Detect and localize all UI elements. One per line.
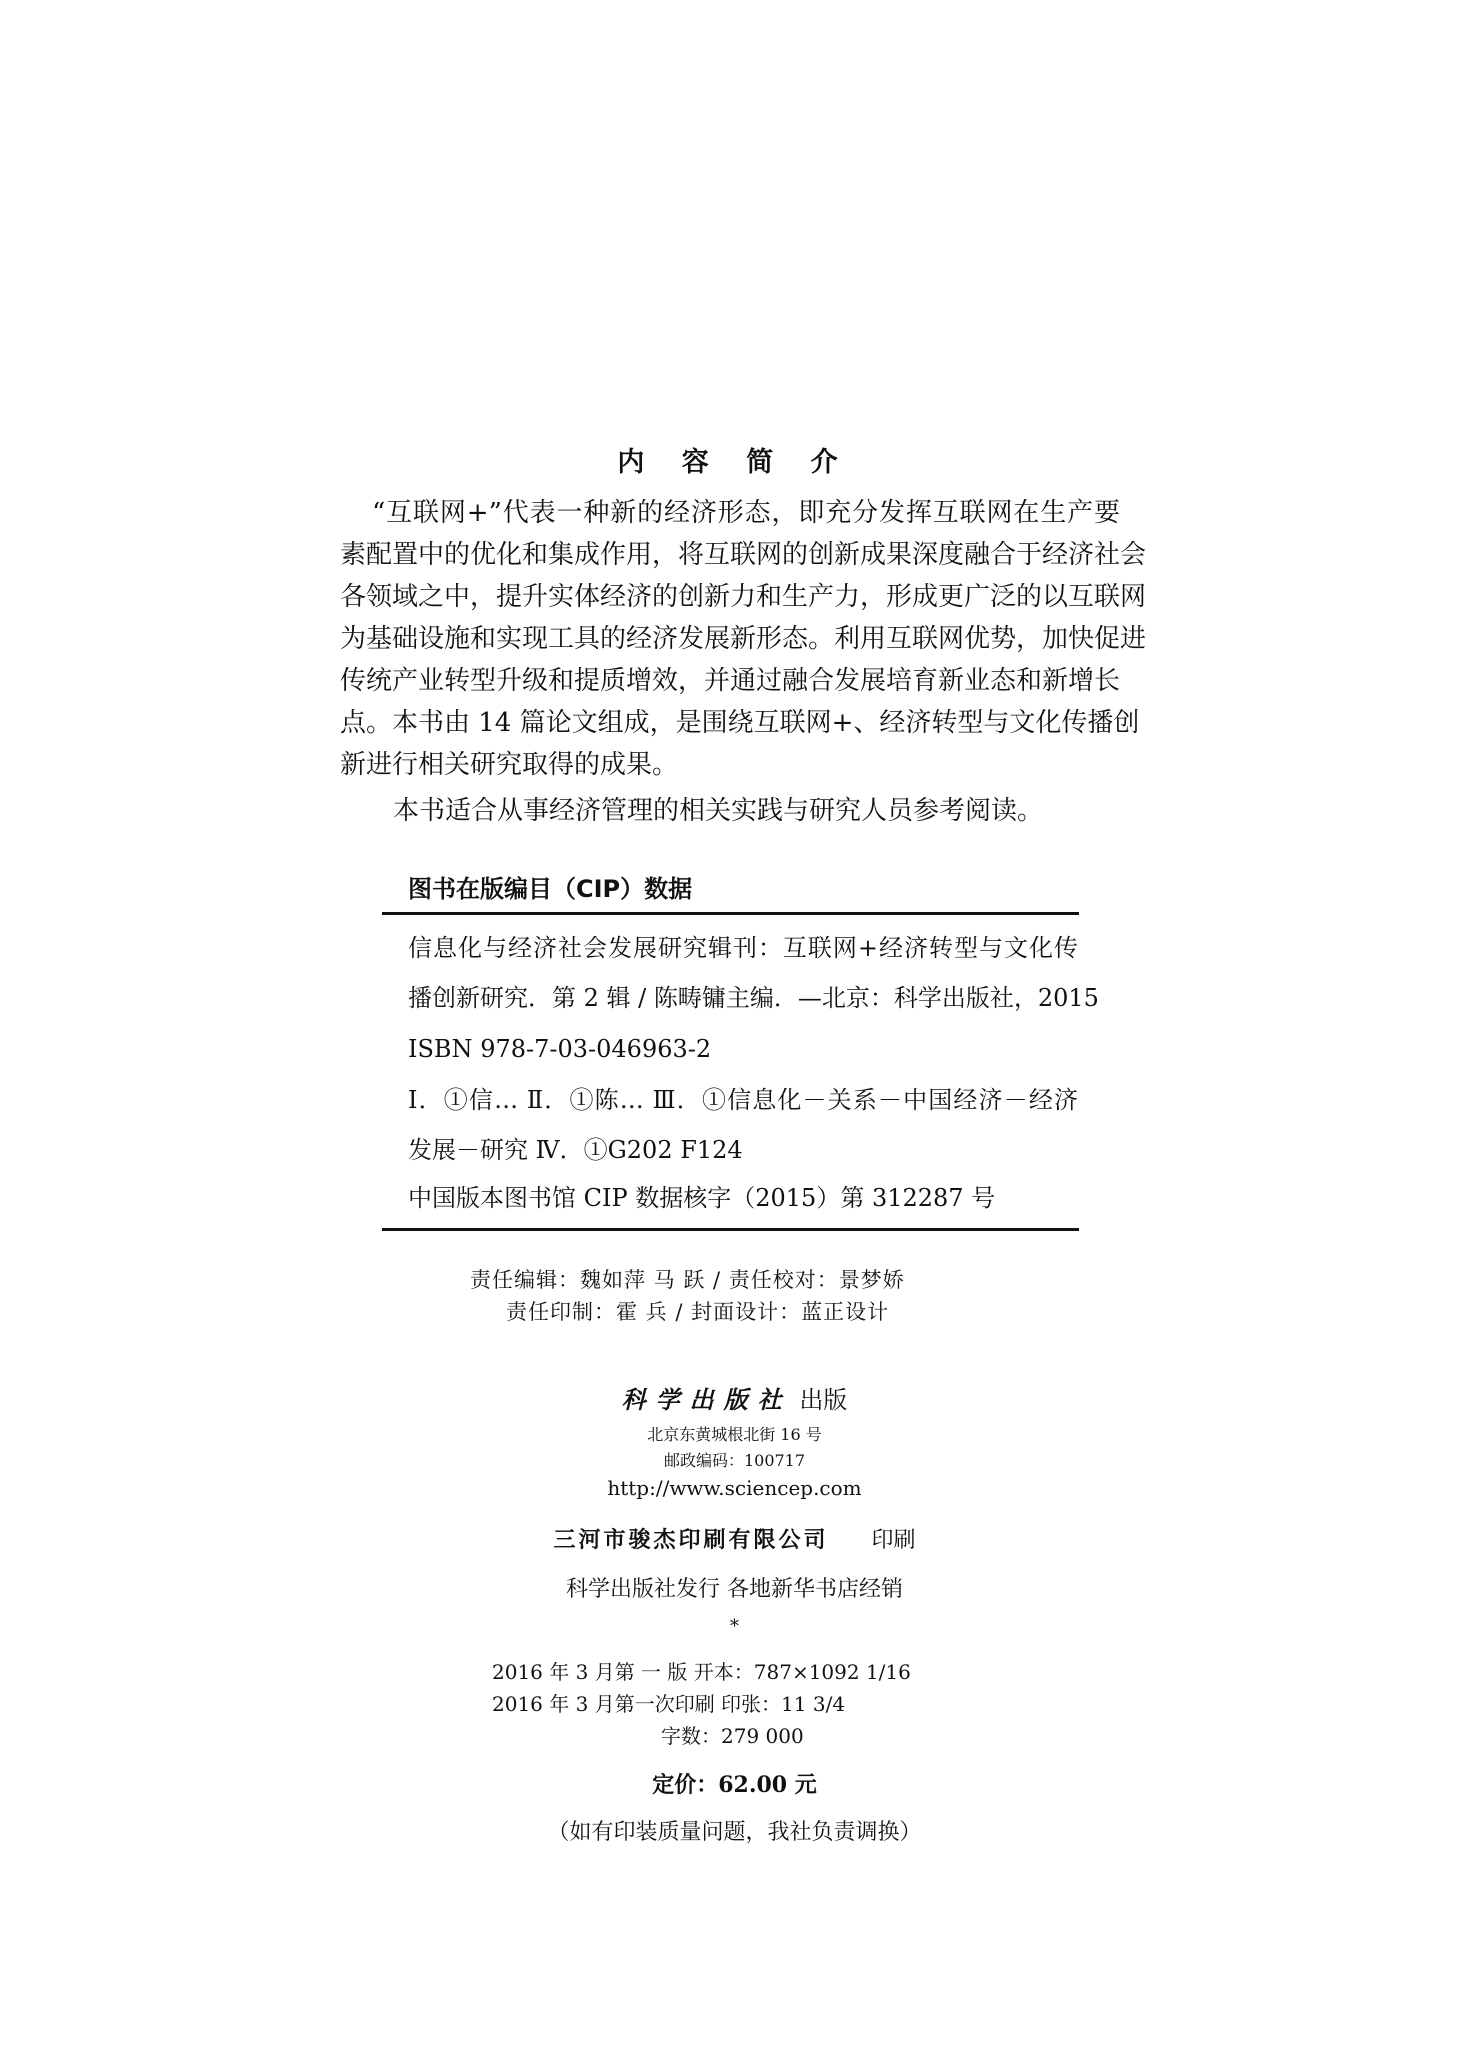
intro-paragraph-line: 新进行相关研究取得的成果。 <box>340 750 679 780</box>
intro-title: 内 容 简 介 <box>617 447 852 478</box>
intro-paragraph-line: 素配置中的优化和集成作用，将互联网的创新成果深度融合于经济社会 <box>340 540 1147 570</box>
production-credit: 责任印制：霍 兵 / 封面设计：蓝正设计 <box>506 1300 890 1324</box>
separator-asterisk: * <box>730 1616 739 1637</box>
intro-paragraph-line: 点。本书由 14 篇论文组成，是围绕互联网+、经济转型与文化传播创 <box>340 708 1140 738</box>
printing-spec: 2016 年 3 月第一次印刷 印张：11 3/4 <box>492 1692 846 1716</box>
publisher-name: 科学出版社 <box>621 1385 792 1414</box>
cip-line: 信息化与经济社会发展研究辑刊：互联网+经济转型与文化传 <box>408 934 1078 962</box>
edition-spec: 2016 年 3 月第 一 版 开本：787×1092 1/16 <box>492 1660 911 1684</box>
printer-line <box>0 1523 1469 1554</box>
publisher-line <box>0 1380 1469 1415</box>
editor-credit: 责任编辑：魏如萍 马 跃 / 责任校对：景梦娇 <box>470 1268 905 1292</box>
publisher-postcode: 邮政编码：100717 <box>663 1451 806 1470</box>
intro-audience-line: 本书适合从事经济管理的相关实践与研究人员参考阅读。 <box>393 796 1044 826</box>
quality-notice: （如有印装质量问题，我社负责调换） <box>547 1820 922 1845</box>
intro-paragraph-line: 传统产业转型升级和提质增效，并通过融合发展培育新业态和新增长 <box>340 666 1121 696</box>
cip-line: 播创新研究．第 2 辑 / 陈畴镛主编．—北京：科学出版社，2015 <box>408 984 1099 1012</box>
printer-name: 三河市骏杰印刷有限公司 <box>553 1527 829 1553</box>
cip-line: 发展－研究 Ⅳ．①G202 F124 <box>408 1136 743 1164</box>
cip-heading: 图书在版编目（CIP）数据 <box>408 875 693 903</box>
publisher-address: 北京东黄城根北街 16 号 <box>647 1425 822 1444</box>
distribution-line: 科学出版社发行 各地新华书店经销 <box>566 1577 903 1602</box>
cip-line: Ⅰ．①信… Ⅱ．①陈… Ⅲ．①信息化－关系－中国经济－经济 <box>408 1086 1078 1114</box>
cip-bottom-rule <box>382 1228 1079 1231</box>
word-count: 字数：279 000 <box>661 1724 804 1748</box>
intro-paragraph-line: “互联网+”代表一种新的经济形态，即充分发挥互联网在生产要 <box>372 498 1120 528</box>
cip-line: 中国版本图书馆 CIP 数据核字（2015）第 312287 号 <box>408 1184 996 1212</box>
cip-isbn: ISBN 978-7-03-046963-2 <box>408 1035 712 1063</box>
publisher-action: 出版 <box>799 1386 848 1414</box>
intro-paragraph-line: 为基础设施和实现工具的经济发展新形态。利用互联网优势，加快促进 <box>340 624 1147 654</box>
printer-action: 印刷 <box>871 1528 916 1553</box>
cip-top-rule <box>382 912 1079 915</box>
publisher-url: http://www.sciencep.com <box>607 1476 862 1500</box>
price: 定价：62.00 元 <box>652 1772 817 1798</box>
intro-paragraph-line: 各领域之中，提升实体经济的创新力和生产力，形成更广泛的以互联网 <box>340 582 1147 612</box>
